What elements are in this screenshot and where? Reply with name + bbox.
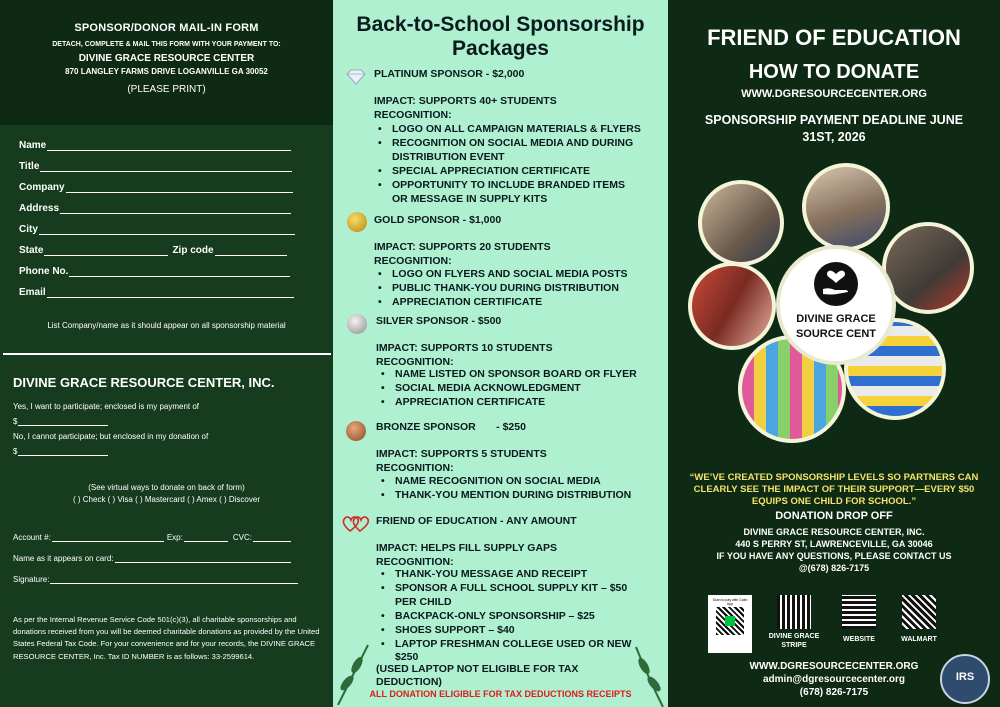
cvc-label: CVC: <box>232 533 252 542</box>
laptop-note-line1: (USED LAPTOP NOT ELIGIBLE FOR TAX <box>376 663 579 675</box>
qr-label-walmart: WALMART <box>901 636 937 643</box>
virtual-note: (See virtual ways to donate on back of form) <box>88 483 245 492</box>
address-label: Address <box>19 203 60 214</box>
mail-in-form-panel <box>0 0 333 707</box>
mail-to-address: 870 LANGLEY FARMS DRIVE LOGANVILLE GA 30052 <box>65 67 268 76</box>
friend-bullet: • LAPTOP FRESHMAN COLLEGE USED OR NEW <box>395 637 631 651</box>
logo-text-line1: DIVINE GRACE <box>796 313 876 325</box>
name-label: Name <box>19 140 47 151</box>
quote-line2: CLEARLY SEE THE IMPACT OF THEIR SUPPORT—EVERY $50 <box>693 484 975 495</box>
bronze-medal-icon <box>346 421 366 441</box>
drop-off-heading: DONATION DROP OFF <box>775 510 893 522</box>
state-zip-field[interactable] <box>19 245 287 256</box>
name-field[interactable] <box>19 140 291 151</box>
signature-field[interactable] <box>13 574 298 584</box>
no-option[interactable] <box>13 432 208 441</box>
gold-bullet: • LOGO ON FLYERS AND SOCIAL MEDIA POSTS <box>392 267 628 281</box>
name-on-card-label: Name as it appears on card: <box>13 554 114 563</box>
bronze-bullet: • NAME RECOGNITION ON SOCIAL MEDIA <box>395 474 601 488</box>
packages-panel <box>333 0 668 707</box>
platinum-impact: IMPACT: SUPPORTS 40+ STUDENTS <box>374 95 557 107</box>
form-title: SPONSOR/DONOR MAIL-IN FORM <box>74 22 259 34</box>
contact-line: IF YOU HAVE ANY QUESTIONS, PLEASE CONTACT US <box>716 551 952 561</box>
bronze-bullet: • THANK-YOU MENTION DURING DISTRIBUTION <box>395 488 631 502</box>
cashapp-label: Scan to pay with Cash App <box>712 598 748 606</box>
city-field[interactable] <box>19 224 295 235</box>
footer-phone[interactable]: (678) 826-7175 <box>799 687 869 698</box>
quote-line1: “WE’VE CREATED SPONSORSHIP LEVELS SO PARTNERS CAN <box>689 472 979 483</box>
platinum-bullet: • SPECIAL APPRECIATION CERTIFICATE <box>392 164 590 178</box>
account-label: Account #: <box>13 533 51 542</box>
cashapp-logo-icon <box>725 616 735 626</box>
please-print-note: (PLEASE PRINT) <box>127 84 206 95</box>
yes-amount-field[interactable] <box>13 416 108 426</box>
drop-off-address: 440 S PERRY ST, LAWRENCEVILLE, GA 30046 <box>735 539 933 549</box>
friend-impact: IMPACT: HELPS FILL SUPPLY GAPS <box>376 542 558 554</box>
platinum-bullet: • LOGO ON ALL CAMPAIGN MATERIALS & FLYERS <box>392 122 641 136</box>
silver-recognition: RECOGNITION: <box>376 356 454 368</box>
friend-of-education-title: FRIEND OF EDUCATION <box>707 25 961 50</box>
quote-line3: EQUIPS ONE CHILD FOR SCHOOL.” <box>751 496 917 507</box>
email-field[interactable] <box>19 287 294 298</box>
name-on-card-field[interactable] <box>13 553 291 563</box>
platinum-bullet: • OPPORTUNITY TO INCLUDE BRANDED ITEMS <box>392 178 625 192</box>
packages-title <box>333 13 668 61</box>
gold-recognition: RECOGNITION: <box>374 255 452 267</box>
drop-off-org: DIVINE GRACE RESOURCE CENTER, INC. <box>743 527 925 537</box>
website-url[interactable]: WWW.DGRESOURCECENTER.ORG <box>741 88 927 100</box>
silver-bullet: • SOCIAL MEDIA ACKNOWLEDGMENT <box>395 381 581 395</box>
section-divider <box>3 353 331 355</box>
gold-tier: GOLD SPONSOR - $1,000 <box>374 214 502 226</box>
logo-text-line2: SOURCE CENT <box>795 328 877 340</box>
no-amount-field[interactable] <box>13 446 108 456</box>
yes-option[interactable] <box>13 402 199 411</box>
laptop-note-line2: DEDUCTION) <box>376 676 442 688</box>
platinum-tier: PLATINUM SPONSOR - $2,000 <box>374 68 525 80</box>
qr-code-icon[interactable] <box>902 595 936 629</box>
silver-medal-icon <box>347 314 367 334</box>
exp-label: Exp: <box>166 533 183 542</box>
sponsorship-quote <box>668 472 1000 508</box>
title-label: Title <box>19 161 40 172</box>
qr-label-stripe: DIVINE GRACE STRIPE <box>768 633 820 649</box>
gold-bullet: • APPRECIATION CERTIFICATE <box>392 295 542 309</box>
packages-title-line1: Back-to-School Sponsorship <box>356 13 645 36</box>
platinum-bullet: • RECOGNITION ON SOCIAL MEDIA AND DURING <box>392 136 633 150</box>
friend-bullet: • THANK-YOU MESSAGE AND RECEIPT <box>395 567 587 581</box>
yes-text: Yes, I want to participate; enclosed is my payment of <box>13 402 200 411</box>
list-company-note: List Company/name as it should appear on all sponsorship material <box>47 321 286 330</box>
bronze-recognition: RECOGNITION: <box>376 462 454 474</box>
payment-options[interactable]: ( ) Check ( ) Visa ( ) Mastercard ( ) Amex ( ) Discover <box>73 495 260 504</box>
footer-email[interactable]: admin@dgresourcecenter.org <box>762 674 905 685</box>
irs-seal-text: IRS <box>955 671 975 683</box>
zip-label: Zip code <box>172 245 214 256</box>
qr-code-icon[interactable] <box>842 595 876 629</box>
hearts-icon <box>341 512 371 534</box>
platinum-bullet-cont: DISTRIBUTION EVENT <box>392 151 505 163</box>
silver-bullet: • NAME LISTED ON SPONSOR BOARD OR FLYER <box>395 367 637 381</box>
no-text: No, I cannot participate; but enclosed in my donation of <box>13 432 209 441</box>
friend-recognition: RECOGNITION: <box>376 556 454 568</box>
friend-bullet: • SHOES SUPPORT – $40 <box>395 623 515 637</box>
mail-to-org: DIVINE GRACE RESOURCE CENTER <box>78 53 255 64</box>
tax-deduction-footer: ALL DONATION ELIGIBLE FOR TAX DEDUCTIONS RECEIPTS <box>369 689 632 699</box>
heart-hand-icon <box>813 261 859 307</box>
platinum-bullet-cont: OR MESSAGE IN SUPPLY KITS <box>392 193 548 205</box>
friend-bullet-cont: PER CHILD <box>395 596 452 608</box>
friend-tier: FRIEND OF EDUCATION - ANY AMOUNT <box>376 515 577 527</box>
company-field[interactable] <box>19 182 293 193</box>
photo-students-circle <box>698 180 784 266</box>
silver-impact: IMPACT: SUPPORTS 10 STUDENTS <box>376 342 553 354</box>
contact-phone[interactable]: @(678) 826-7175 <box>798 563 870 573</box>
irs-seal-icon <box>940 654 990 704</box>
bronze-impact: IMPACT: SUPPORTS 5 STUDENTS <box>376 448 547 460</box>
email-label: Email <box>19 287 46 298</box>
photo-classroom-circle <box>802 163 890 251</box>
address-field[interactable] <box>19 203 291 214</box>
gold-impact: IMPACT: SUPPORTS 20 STUDENTS <box>374 241 551 253</box>
gold-medal-icon <box>347 212 367 232</box>
phone-label: Phone No. <box>19 266 69 277</box>
company-label: Company <box>19 182 65 193</box>
deadline-line1: SPONSORSHIP PAYMENT DEADLINE JUNE <box>704 113 964 127</box>
friend-bullet-cont: $250 <box>395 651 419 663</box>
bronze-tier: BRONZE SPONSOR - $250 <box>376 421 526 433</box>
qr-label-website: WEBSITE <box>843 636 875 643</box>
silver-bullet: • APPRECIATION CERTIFICATE <box>395 395 545 409</box>
phone-field[interactable] <box>19 266 290 277</box>
how-to-donate-title: HOW TO DONATE <box>748 61 920 83</box>
cashapp-card[interactable] <box>708 595 752 653</box>
qr-code-icon[interactable] <box>777 595 811 629</box>
photo-kids-circle <box>688 262 776 350</box>
deadline-line2: 31ST, 2026 <box>802 130 866 144</box>
diamond-icon <box>345 69 367 85</box>
tax-paragraph: As per the Internal Revenue Service Code 501(c)(3), all charitable sponsorships and donations received from you will be deemed charitable donations as provided by the United States Federal Tax Code. For your convenience and for your records, the DIVINE GRACE RESOURCE CENTER, Inc. Tax ID NUMBER is as follows: 33-2599614. <box>13 615 320 661</box>
footer-website[interactable]: WWW.DGRESOURCECENTER.ORG <box>749 661 919 672</box>
silver-tier: SILVER SPONSOR - $500 <box>376 315 502 327</box>
dollar-sign: $ <box>13 417 18 426</box>
signature-label: Signature: <box>13 575 50 584</box>
city-label: City <box>19 224 38 235</box>
logo-circle <box>776 245 896 365</box>
org-full-name: DIVINE GRACE RESOURCE CENTER, INC. <box>13 375 275 390</box>
friend-bullet: • BACKPACK-ONLY SPONSORSHIP – $25 <box>395 609 595 623</box>
how-to-donate-panel <box>668 0 1000 707</box>
state-label: State <box>19 245 44 256</box>
card-details-field[interactable] <box>13 532 291 542</box>
gold-bullet: • PUBLIC THANK-YOU DURING DISTRIBUTION <box>392 281 619 295</box>
title-field[interactable] <box>19 161 292 172</box>
platinum-recognition: RECOGNITION: <box>374 109 452 121</box>
form-header <box>0 0 333 125</box>
form-subtitle: DETACH, COMPLETE & MAIL THIS FORM WITH YOUR PAYMENT TO: <box>52 41 281 48</box>
dollar-sign-2: $ <box>13 447 18 456</box>
friend-bullet: • SPONSOR A FULL SCHOOL SUPPLY KIT – $50 <box>395 581 627 595</box>
packages-title-line2: Packages <box>452 37 549 60</box>
